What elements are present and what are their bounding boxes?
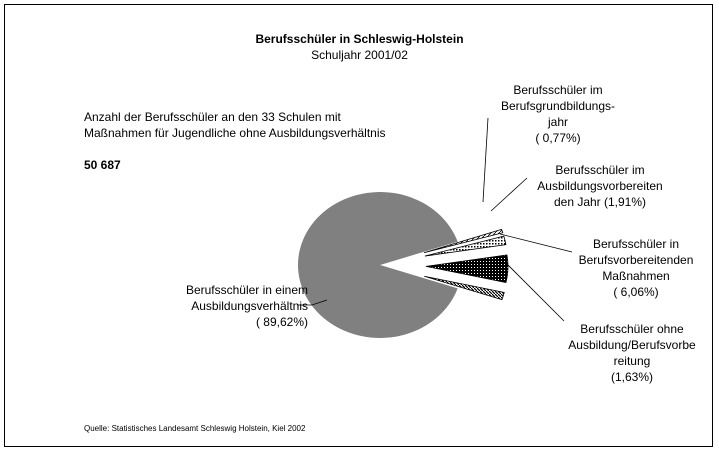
leader-ohne-ausbildung: [506, 263, 564, 321]
slice-label-vorbereitungsjahr: Berufsschüler im Ausbildungsvorbereiten den Jahr (1,91%): [537, 163, 663, 209]
slice-label-grundbildung: Berufsschüler im Berufsgrundbildungs- jahr ( 0,77%): [500, 83, 616, 145]
info-value: 50 687: [84, 158, 121, 172]
slice-label-massnahmen: Berufsschüler in Berufsvorbereitenden Maßnahmen ( 6,06%): [578, 237, 694, 299]
leader-massnahmen: [500, 234, 572, 252]
slice-massnahmen: [426, 255, 508, 283]
slice-label-ohne-ausbildung: Berufsschüler ohne Ausbildung/Berufsvorbe reitung (1,63%): [568, 322, 696, 384]
info-text: Anzahl der Berufsschüler an den 33 Schulen mit Maßnahmen für Jugendliche ohne Ausbildungsverhältnis: [84, 110, 386, 140]
source-note: Quelle: Statistisches Landesamt Schleswig Holstein, Kiel 2002: [84, 424, 306, 433]
slice-label-ausbildung: Berufsschüler in einem Ausbildungsverhältnis ( 89,62%): [185, 283, 308, 329]
chart-subtitle: Schuljahr 2001/02: [311, 48, 408, 62]
chart-title: Berufsschüler in Schleswig-Holstein: [255, 32, 464, 46]
